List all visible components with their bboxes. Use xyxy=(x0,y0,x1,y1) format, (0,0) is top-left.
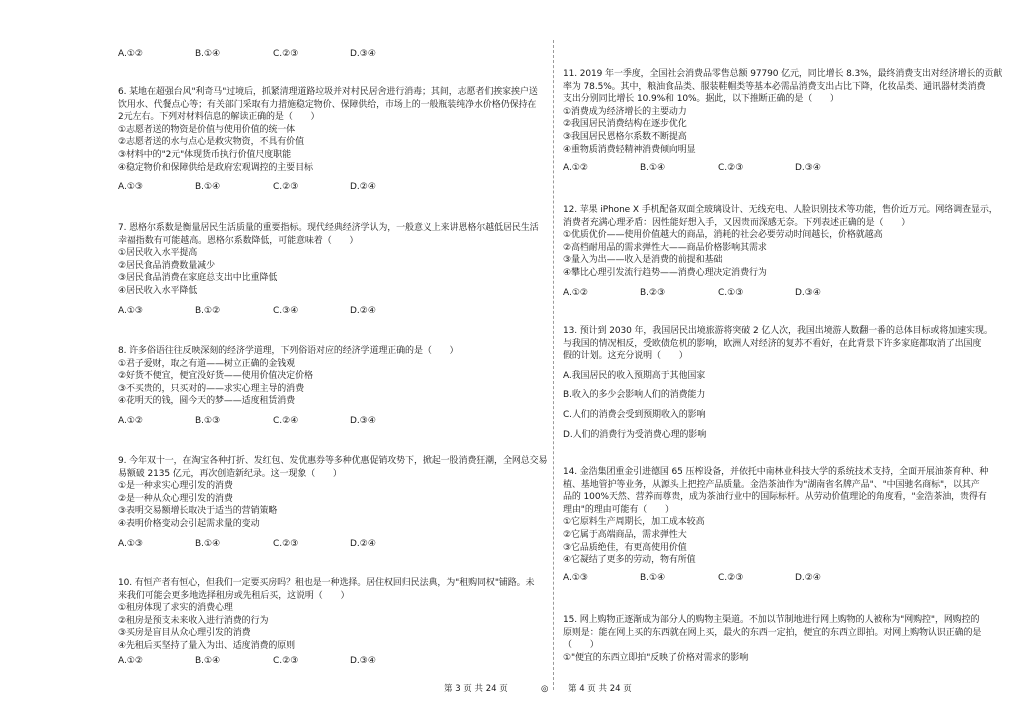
question-6-statement: ②志愿者送的水与点心是救灾物资，不具有价值 xyxy=(118,137,304,148)
question-12-line: 消费者充满心理矛盾：因性能好想入手，又因贵而深感无奈。下列表述正确的是（ ） xyxy=(563,217,911,228)
option-a: A.①② xyxy=(563,287,588,298)
question-12 xyxy=(563,204,1003,299)
question-10-line: 来我们可能会更多地选择租房或先租后买，这说明（ ） xyxy=(118,590,350,601)
question-8-options xyxy=(118,415,546,427)
question-7 xyxy=(118,222,546,317)
question-13-option: B.收入的多少会影响人们的消费能力 xyxy=(563,390,706,401)
question-10-options xyxy=(118,655,546,667)
option-d: D.②④ xyxy=(350,305,376,316)
question-14-statement: ②它属于高端商品，需求弹性大 xyxy=(563,529,687,540)
question-8 xyxy=(118,345,546,427)
question-13-option: D.人们的消费行为受消费心理的影响 xyxy=(563,429,707,440)
question-12-line: 12. 苹果 iPhone X 手机配备双面全玻璃设计、无线充电、人脸识别技术等功能，售价近万元。网络调查显示， xyxy=(563,205,998,215)
option-c: C.②③ xyxy=(273,49,299,59)
option-a: A.①③ xyxy=(563,572,588,583)
question-6-statement: ③材料中的"2元"体现货币执行价值尺度职能 xyxy=(118,149,291,160)
question-10-statement: ②租房是预支未来收入进行消费的行为 xyxy=(118,615,269,626)
question-12-statement: ③量入为出——收入是消费的前提和基础 xyxy=(563,255,723,266)
question-11 xyxy=(563,68,1003,174)
footer-symbol: ◎ xyxy=(541,684,549,694)
option-c: C.②③ xyxy=(718,572,744,583)
question-7-statement: ④居民收入水平降低 xyxy=(118,285,198,296)
question-7-line: 7. 恩格尔系数是衡量居民生活质量的重要指标。现代经典经济学认为，一般意义上来讲恩格尔越低居民生活 xyxy=(118,223,539,233)
question-11-statement: ④重物质消费轻精神消费倾向明显 xyxy=(563,144,696,155)
option-a: A.①② xyxy=(118,49,143,59)
option-b: B.①④ xyxy=(195,538,221,549)
question-12-statement: ②高档耐用品的需求弹性大——商品价格影响其需求 xyxy=(563,242,767,253)
question-13-option: A.我国居民的收入预期高于其他国家 xyxy=(563,370,706,381)
question-13 xyxy=(563,325,1003,441)
option-d: D.②④ xyxy=(350,538,376,549)
question-10-statement: ③买房是盲目从众心理引发的消费 xyxy=(118,628,251,639)
question-14-line: 品的 100%天然、营养而尊贵，成为茶油行业中的国际标杆。从劳动价值理论的角度看，"金浩茶油，贵得有 xyxy=(563,492,987,503)
option-a: A.①③ xyxy=(118,182,143,193)
question-14-options xyxy=(563,572,1003,584)
question-9-statement: ①是一种求实心理引发的消费 xyxy=(118,481,233,492)
question-10-statement: ①租房体现了求实的消费心理 xyxy=(118,603,233,614)
option-b: B.①③ xyxy=(195,415,221,426)
option-b: B.①④ xyxy=(640,163,666,174)
question-15-line: （ ） xyxy=(563,640,599,651)
question-14-line: 植、基地管护等业务，从源头上把控产品质量。金浩茶油作为"湖南省名牌产品"、"中国驰名商标"，以其产 xyxy=(563,479,980,490)
question-11-options xyxy=(563,162,1003,174)
question-11-statement: ③我国居民恩格尔系数不断提高 xyxy=(563,131,687,142)
question-6 xyxy=(118,86,546,193)
option-c: C.③④ xyxy=(273,305,299,316)
question-11-line: 11. 2019 年一季度，全国社会消费品零售总额 97790 亿元，同比增长 8.3%，最终消费支出对经济增长的贡献 xyxy=(563,69,1003,79)
question-13-line: 假的计划。这充分说明（ ） xyxy=(563,351,688,362)
column-divider xyxy=(553,40,554,690)
option-b: B.①④ xyxy=(640,572,666,583)
question-14-line: 理由"的理由可能有（ ） xyxy=(563,504,674,515)
question-8-statement: ④花明天的钱，圆今天的梦——适度租赁消费 xyxy=(118,396,296,407)
question-11-statement: ②我国居民消费结构在逐步优化 xyxy=(563,119,687,130)
question-15 xyxy=(563,614,1003,664)
question-6-line: 饮用水、代餐点心等；有关部门采取有力措施稳定物价、保障供给，市场上的一般瓶装纯净水价格仍保持在 xyxy=(118,99,537,110)
question-11-line: 支出分别同比增长 10.9%和 10%。据此，以下推断正确的是（ ） xyxy=(563,94,839,105)
question-9-statement: ②是一种从众心理引发的消费 xyxy=(118,493,233,504)
option-d: D.③④ xyxy=(350,655,376,666)
option-d: D.③④ xyxy=(350,415,376,426)
option-c: C.②④ xyxy=(273,415,299,426)
option-c: C.②③ xyxy=(718,163,744,174)
question-10-line: 10. 有恒产者有恒心，但我们一定要买房吗？租也是一种选择。居住权回归民法典，为"租购同权"铺路。未 xyxy=(118,578,535,588)
option-a: A.①② xyxy=(118,655,143,666)
page-footer xyxy=(0,682,1024,696)
option-a: A.①③ xyxy=(118,305,143,316)
question-14 xyxy=(563,466,1003,584)
question-13-option: C.人们的消费会受到预期收入的影响 xyxy=(563,409,706,420)
option-a: A.①② xyxy=(118,415,143,426)
question-8-statement: ①君子爱财，取之有道——树立正确的金钱观 xyxy=(118,358,296,369)
question-11-line: 率为 78.5%。其中，粮油食品类、服装鞋帽类等基本必需品消费支出占比下降，化妆品类、通讯器材类消费 xyxy=(563,81,986,92)
option-c: C.①③ xyxy=(718,287,744,298)
question-14-statement: ③它品质绝佳，有更高使用价值 xyxy=(563,542,687,553)
option-d: D.③④ xyxy=(350,49,376,59)
option-d: D.②④ xyxy=(350,182,376,193)
question-9-statement: ④表明价格变动会引起需求量的变动 xyxy=(118,518,260,529)
option-b: B.①④ xyxy=(195,49,221,59)
question-9 xyxy=(118,455,546,550)
question-7-line: 幸福指数有可能越高。恩格尔系数降低，可能意味着（ ） xyxy=(118,235,359,246)
question-7-statement: ②居民食品消费数量减少 xyxy=(118,260,215,271)
question-8-statement: ③不买贵的，只买对的——求实心理主导的消费 xyxy=(118,383,304,394)
option-b: B.①④ xyxy=(195,655,221,666)
option-d: D.③④ xyxy=(795,163,821,174)
option-c: C.②③ xyxy=(273,655,299,666)
question-7-statement: ①居民收入水平提高 xyxy=(118,248,198,259)
question-9-line: 9. 今年双十一，在淘宝各种打折、发红包、发优惠券等多种优惠促销攻势下，掀起一股消费狂潮，全网总交易 xyxy=(118,456,548,466)
question-12-statement: ①优质优价——使用价值越大的商品，消耗的社会必要劳动时间越长，价格就越高 xyxy=(563,230,883,241)
question-9-line: 易额破 2135 亿元，再次创造新纪录。这一现象（ ） xyxy=(118,468,342,479)
option-d: D.③④ xyxy=(795,287,821,298)
question-7-statement: ③居民食品消费在家庭总支出中比重降低 xyxy=(118,273,278,284)
question-6-options xyxy=(118,181,546,193)
question-9-options xyxy=(118,538,546,550)
question-10-statement: ④先租后买坚持了量入为出、适度消费的原则 xyxy=(118,640,296,651)
question-15-statement: ①"便宜的东西立即拍"反映了价格对需求的影响 xyxy=(563,652,749,663)
question-10 xyxy=(118,577,546,667)
question-6-line: 6. 某地在超强台风"利奇马"过境后，抓紧清理道路垃圾并对村民居舍进行消毒；其间，志愿者们挨家挨户送 xyxy=(118,87,538,97)
question-8-line: 8. 许多俗语往往反映深刻的经济学道理，下列俗语对应的经济学道理正确的是（ ） xyxy=(118,346,459,356)
option-b: B.②③ xyxy=(640,287,666,298)
option-b: B.①② xyxy=(195,305,221,316)
question-5-options-block xyxy=(118,48,546,60)
option-a: A.①③ xyxy=(118,538,143,549)
question-14-statement: ①它原料生产周期长，加工成本较高 xyxy=(563,517,705,528)
question-11-statement: ①消费成为经济增长的主要动力 xyxy=(563,106,687,117)
question-5-options xyxy=(118,48,546,60)
right-page-number: 第 4 页 共 24 页 xyxy=(568,684,632,694)
question-12-options xyxy=(563,287,1003,299)
question-8-statement: ②好货不便宜，便宜没好货——使用价值决定价格 xyxy=(118,371,313,382)
question-12-statement: ④攀比心理引发流行趋势——消费心理决定消费行为 xyxy=(563,267,767,278)
question-6-statement: ①志愿者送的物资是价值与使用价值的统一体 xyxy=(118,124,296,135)
option-d: D.②④ xyxy=(795,572,821,583)
question-13-line: 13. 预计到 2030 年，我国居民出境旅游将突破 2 亿人次，我国出境游人数翻一番的总体目标或将加速实现。 xyxy=(563,326,993,336)
question-14-statement: ④它凝结了更多的劳动，物有所值 xyxy=(563,555,696,566)
question-14-line: 14. 金浩集团重金引进德国 65 压榨设备，并依托中南林业科技大学的系统技术支持，全面开展油茶育种、种 xyxy=(563,467,989,477)
question-7-options xyxy=(118,305,546,317)
option-c: C.②③ xyxy=(273,538,299,549)
left-page-number: 第 3 页 共 24 页 xyxy=(444,684,508,694)
question-9-statement: ③表明交易额增长取决于适当的营销策略 xyxy=(118,506,278,517)
question-15-line: 15. 网上购物正逐渐成为部分人的购物主渠道。不加以节制地进行网上购物的人被称为"网购控"，网购控的 xyxy=(563,615,980,625)
option-b: B.①④ xyxy=(195,182,221,193)
option-c: C.②③ xyxy=(273,182,299,193)
question-15-line: 原则是：能在网上买的东西就在网上买，最火的东西一定拍，便宜的东西立即拍。对网上购物认识正确的是 xyxy=(563,627,982,638)
question-13-line: 与我国的情况相反，受欧债危机的影响，欧洲人对经济的复苏不看好，在此背景下许多家庭都取消了出国度 xyxy=(563,338,982,349)
question-6-statement: ④稳定物价和保障供给是政府宏观调控的主要目标 xyxy=(118,162,313,173)
question-6-line: 2元左右。下列对材料信息的解读正确的是（ ） xyxy=(118,112,320,123)
option-a: A.①② xyxy=(563,163,588,174)
